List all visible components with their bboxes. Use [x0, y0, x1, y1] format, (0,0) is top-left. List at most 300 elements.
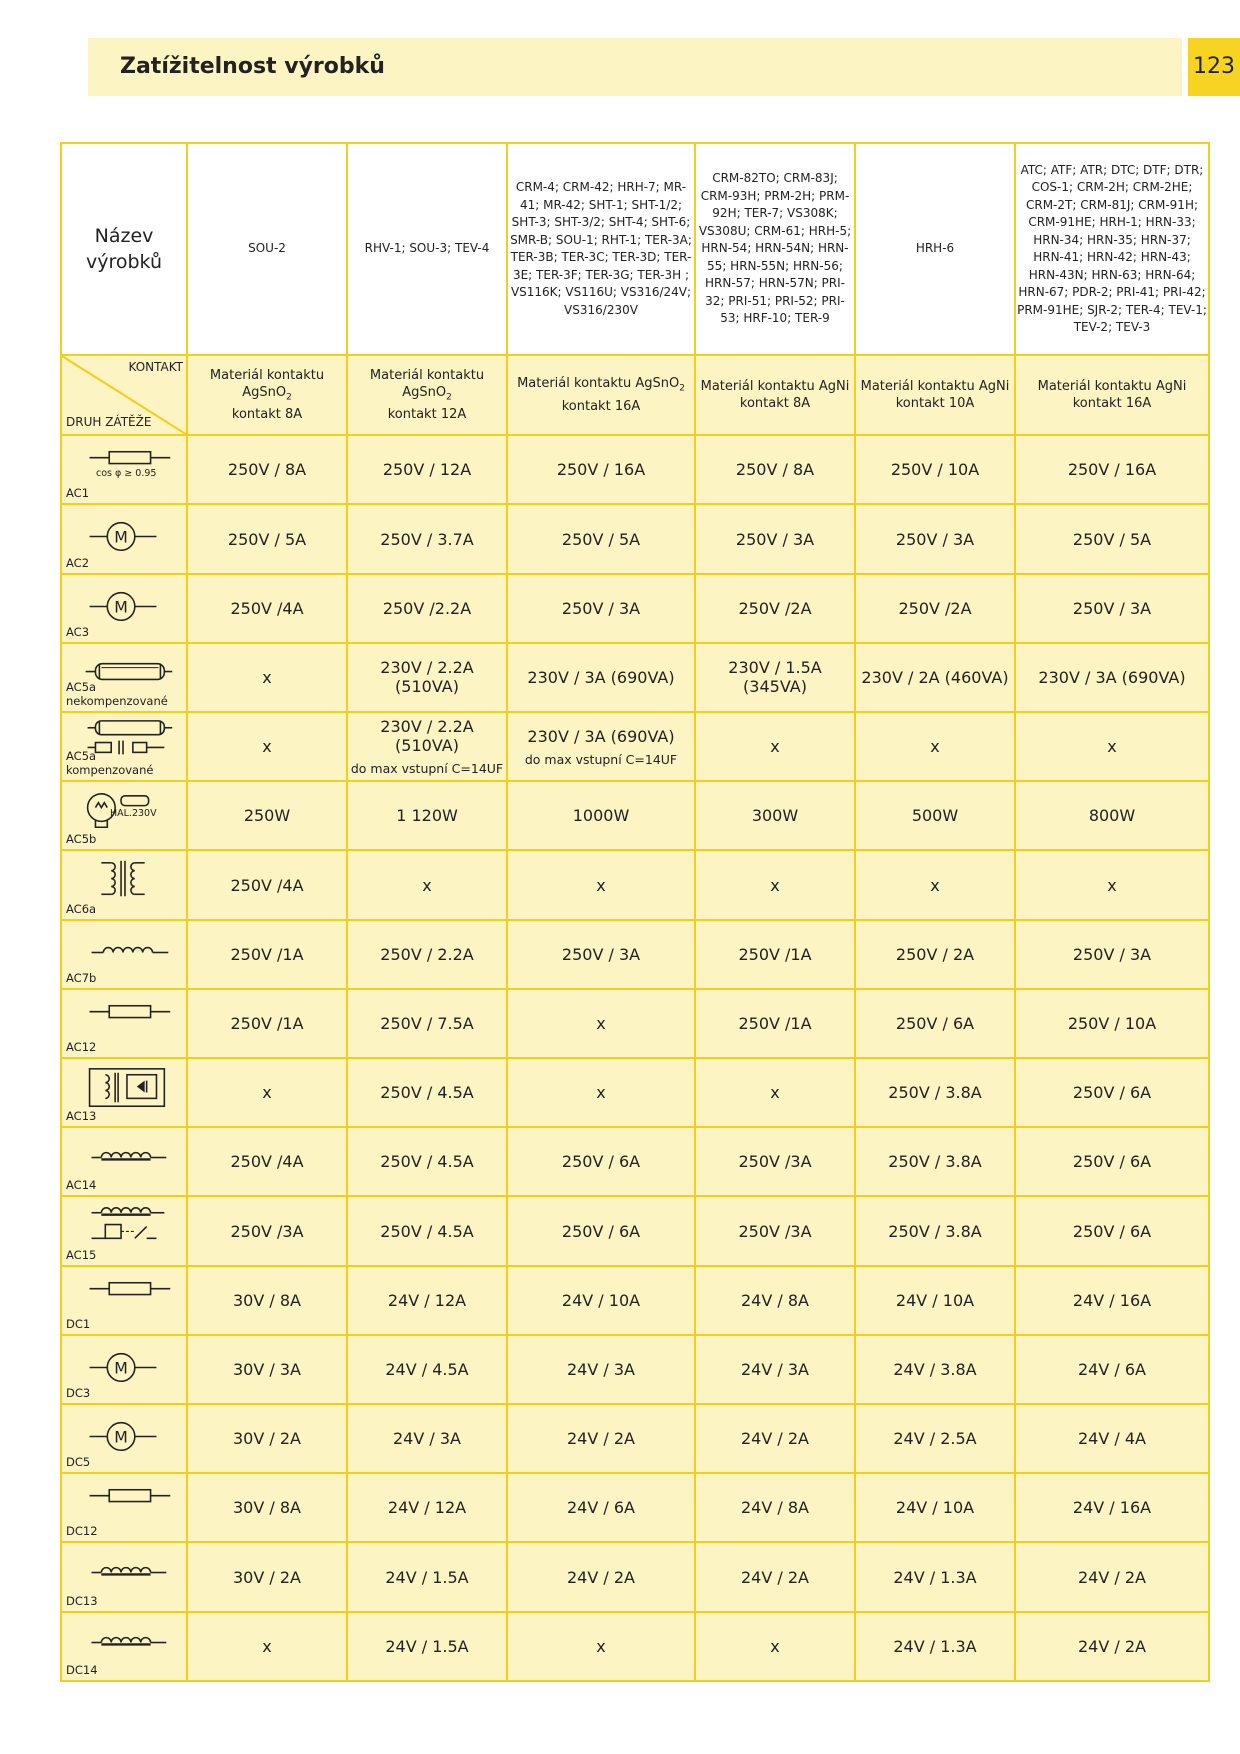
rating-cell [347, 1612, 507, 1681]
product-header: RHV-1; SOU-3; TEV-4 [347, 143, 507, 355]
material-row [61, 355, 1209, 435]
rating-cell [1015, 1196, 1209, 1265]
rating-value: 250V / 4.5A [380, 1083, 474, 1103]
rating-value: 24V / 6A [567, 1498, 635, 1518]
rating-cell [507, 1473, 695, 1542]
rating-cell [1015, 1335, 1209, 1404]
rating-cell [1015, 1612, 1209, 1681]
rating-cell [507, 1196, 695, 1265]
rating-cell [187, 1196, 347, 1265]
rating-cell [347, 781, 507, 850]
load-type-cell [61, 1127, 187, 1196]
material-cell: Materiál kontaktu AgNi kontakt 10A [855, 355, 1015, 435]
rating-cell [855, 989, 1015, 1058]
load-type-label: DC13 [66, 1593, 98, 1608]
rating-value: 24V / 1.5A [385, 1567, 469, 1587]
rating-cell [347, 435, 507, 504]
rating-cell [855, 1196, 1015, 1265]
rating-value: 24V / 2A [741, 1567, 809, 1587]
rating-value: 24V / 12A [387, 1498, 467, 1518]
load-type-cell [61, 1542, 187, 1611]
rating-value: 250V / 8A [735, 460, 815, 480]
product-header: SOU-2 [187, 143, 347, 355]
load-row [61, 989, 1209, 1058]
rating-value: x [930, 737, 940, 757]
rating-cell [347, 504, 507, 573]
rating-cell [695, 850, 855, 919]
rating-value: 250V / 3.8A [888, 1152, 982, 1172]
kontakt-druh-corner [61, 355, 187, 435]
rating-value: 250V / 12A [382, 460, 472, 480]
rating-cell [1015, 989, 1209, 1058]
rating-cell [855, 1335, 1015, 1404]
rating-cell [1015, 1542, 1209, 1611]
rating-cell [855, 504, 1015, 573]
material-cell: Materiál kontaktu AgNi kontakt 8A [695, 355, 855, 435]
rating-cell [347, 574, 507, 643]
rating-value: 250V /1A [738, 944, 812, 964]
rating-value: x [1107, 737, 1117, 757]
load-type-cell [61, 1473, 187, 1542]
rating-cell [347, 1404, 507, 1473]
rating-value: 230V / 3A (690VA) [1038, 667, 1186, 687]
load-capacity-table [60, 142, 1210, 1682]
rating-value: x [770, 737, 780, 757]
rating-value: 250V / 6A [1072, 1152, 1152, 1172]
rating-cell [347, 712, 507, 781]
rating-value: x [930, 875, 940, 895]
rating-value: 250V / 3A [895, 529, 975, 549]
rating-cell [855, 643, 1015, 712]
rating-value: 250V /4A [230, 1152, 304, 1172]
rating-cell [1015, 1127, 1209, 1196]
rating-value: 1 120W [396, 806, 458, 826]
page-number-badge [1188, 38, 1240, 96]
svg-text:M: M [114, 597, 128, 617]
rating-value: 250V / 5A [1072, 529, 1152, 549]
load-type-label: DC3 [66, 1386, 91, 1401]
rating-value: 24V / 3A [741, 1359, 809, 1379]
rating-cell [855, 1266, 1015, 1335]
load-row [61, 1196, 1209, 1265]
rating-cell [187, 435, 347, 504]
rating-cell [695, 1196, 855, 1265]
load-row [61, 1127, 1209, 1196]
load-type-label: AC5a nekompenzované [66, 680, 168, 709]
rating-value: 24V / 1.3A [893, 1636, 977, 1656]
rating-cell [507, 1058, 695, 1127]
rating-value: 250V / 4.5A [380, 1152, 474, 1172]
rating-value: 250V /1A [738, 1013, 812, 1033]
rating-value: 250V / 3.8A [888, 1221, 982, 1241]
rating-value: 24V / 2A [1078, 1567, 1146, 1587]
rating-value: 24V / 3.8A [893, 1359, 977, 1379]
rating-value: 30V / 8A [233, 1290, 301, 1310]
rating-cell [507, 989, 695, 1058]
rating-cell [695, 435, 855, 504]
load-type-label: DC1 [66, 1316, 91, 1331]
rating-cell [507, 643, 695, 712]
product-header: HRH-6 [855, 143, 1015, 355]
material-cell: Materiál kontaktu AgSnO$_2$ kontakt 16A [507, 355, 695, 435]
rating-cell [695, 1542, 855, 1611]
rating-cell [855, 1612, 1015, 1681]
load-row [61, 850, 1209, 919]
rating-cell [1015, 1058, 1209, 1127]
rating-cell [855, 1542, 1015, 1611]
rating-value: 250V / 6A [561, 1152, 641, 1172]
rating-value: 24V / 12A [387, 1290, 467, 1310]
rating-cell [695, 1127, 855, 1196]
rating-cell [347, 850, 507, 919]
rating-cell [187, 574, 347, 643]
rating-cell [855, 920, 1015, 989]
rating-cell [1015, 504, 1209, 573]
load-row [61, 435, 1209, 504]
rating-cell [1015, 1473, 1209, 1542]
rating-cell [855, 850, 1015, 919]
rating-value: x [596, 1083, 606, 1103]
rating-value: 24V / 8A [741, 1498, 809, 1518]
load-row [61, 574, 1209, 643]
rating-cell [507, 781, 695, 850]
rating-cell [347, 1335, 507, 1404]
rating-value: 24V / 1.5A [385, 1636, 469, 1656]
load-type-cell [61, 504, 187, 573]
rating-value: 230V / 3A (690VA) [527, 726, 675, 746]
rating-value: x [262, 1636, 272, 1656]
rating-cell [507, 1542, 695, 1611]
rating-value: x [262, 1083, 272, 1103]
rating-value: x [596, 1013, 606, 1033]
rating-cell [1015, 435, 1209, 504]
rating-value: 24V / 4A [1078, 1429, 1146, 1449]
material-cell: Materiál kontaktu AgNi kontakt 16A [1015, 355, 1209, 435]
rating-value: 24V / 2A [741, 1429, 809, 1449]
load-row [61, 920, 1209, 989]
hal-note: HAL.230V [110, 808, 157, 820]
load-row [61, 781, 1209, 850]
corner-title: Název výrobků [61, 143, 187, 355]
rating-cell [1015, 643, 1209, 712]
rating-cell [507, 1127, 695, 1196]
load-type-cell [61, 781, 187, 850]
rating-cell [187, 1127, 347, 1196]
load-type-label: AC1 [66, 486, 90, 501]
rating-value: 250V / 10A [890, 460, 980, 480]
rating-value: 24V / 16A [1072, 1498, 1152, 1518]
rating-value: 250V / 16A [556, 460, 646, 480]
rating-value: x [770, 1083, 780, 1103]
rating-value: 250V / 3.7A [380, 529, 474, 549]
rating-value: 800W [1088, 806, 1136, 826]
rating-value: 250V / 3A [1072, 598, 1152, 618]
svg-text:M: M [114, 527, 128, 547]
rating-cell [695, 643, 855, 712]
rating-value: x [770, 875, 780, 895]
rating-value: 30V / 8A [233, 1498, 301, 1518]
rating-value: 250V / 3.8A [888, 1083, 982, 1103]
rating-note: do max vstupní C=14UF [350, 761, 504, 777]
material-cell: Materiál kontaktu AgSnO$_2$ kontakt 12A [347, 355, 507, 435]
rating-cell [187, 781, 347, 850]
rating-cell [507, 504, 695, 573]
rating-value: 250V / 6A [895, 1013, 975, 1033]
load-type-cell [61, 643, 187, 712]
rating-value: x [596, 875, 606, 895]
rating-value: 250V / 2A [895, 944, 975, 964]
rating-cell [187, 1404, 347, 1473]
rating-value: 30V / 2A [233, 1429, 301, 1449]
load-row [61, 712, 1209, 781]
rating-cell [695, 989, 855, 1058]
load-row [61, 1335, 1209, 1404]
load-type-label: AC12 [66, 1040, 97, 1055]
rating-value: 250V / 6A [1072, 1221, 1152, 1241]
material-cell: Materiál kontaktu AgSnO$_2$ kontakt 8A [187, 355, 347, 435]
rating-value: x [422, 875, 432, 895]
rating-cell [695, 1473, 855, 1542]
load-row [61, 504, 1209, 573]
rating-value: 230V / 2A (460VA) [861, 667, 1009, 687]
rating-value: 250V /4A [230, 875, 304, 895]
rating-cell [1015, 1404, 1209, 1473]
rating-value: x [596, 1636, 606, 1656]
load-type-label: AC6a [66, 901, 97, 916]
product-header: ATC; ATF; ATR; DTC; DTF; DTR; COS-1; CRM-2H; CRM-2HE; CRM-2T; CRM-81J; CRM-91H; CRM-91HE; HRH-1; HRN-33; HRN-34; HRN-35; HRN-37; HRN-41; HRN-42; HRN-43; HRN-43N; HRN-63; HRN-64; HRN-67; PDR-2; PRI-41; PRI-42; PRM-91HE; SJR-2; TER-4; TEV-1; TEV-2; TEV-3 [1015, 143, 1209, 355]
rating-value: 24V / 1.3A [893, 1567, 977, 1587]
rating-cell [507, 1266, 695, 1335]
rating-value: 24V / 6A [1078, 1359, 1146, 1379]
rating-value: 30V / 3A [233, 1359, 301, 1379]
load-type-label: AC2 [66, 555, 90, 570]
rating-value: 250V /3A [738, 1152, 812, 1172]
rating-value: x [262, 667, 272, 687]
load-type-label: DC14 [66, 1663, 98, 1677]
rating-cell [507, 574, 695, 643]
rating-cell [695, 1335, 855, 1404]
svg-text:M: M [114, 1358, 128, 1378]
load-type-label: AC7b [66, 970, 97, 985]
load-type-cell [61, 1612, 187, 1681]
product-header: CRM-82TO; CRM-83J; CRM-93H; PRM-2H; PRM-92H; TER-7; VS308K; VS308U; CRM-61; HRH-5; HRN-54; HRN-54N; HRN-55; HRN-55N; HRN-56; HRN-57; HRN-57N; PRI-32; PRI-51; PRI-52; PRI-53; HRF-10; TER-9 [695, 143, 855, 355]
rating-value: 1000W [572, 806, 630, 826]
rating-value: 250V /2A [898, 598, 972, 618]
load-type-label: AC5a kompenzované [66, 749, 154, 778]
rating-value: 250V /4A [230, 598, 304, 618]
rating-cell [187, 1266, 347, 1335]
rating-value: 24V / 16A [1072, 1290, 1152, 1310]
rating-cell [855, 1127, 1015, 1196]
rating-cell [187, 712, 347, 781]
rating-cell [1015, 850, 1209, 919]
rating-value: 30V / 2A [233, 1567, 301, 1587]
product-header-row [61, 143, 1209, 355]
rating-value: 24V / 10A [561, 1290, 641, 1310]
rating-cell [187, 989, 347, 1058]
load-type-label: DC5 [66, 1455, 91, 1470]
rating-cell [1015, 712, 1209, 781]
rating-value: 24V / 4.5A [385, 1359, 469, 1379]
rating-value: 250V / 2.2A [380, 944, 474, 964]
rating-cell [855, 712, 1015, 781]
svg-text:M: M [114, 1427, 128, 1447]
load-type-label: DC12 [66, 1524, 98, 1539]
rating-value: 24V / 8A [741, 1290, 809, 1310]
load-row [61, 1612, 1209, 1681]
rating-value: 250V /2.2A [382, 598, 472, 618]
rating-cell [347, 1473, 507, 1542]
cos-phi-note: cos φ ≥ 0.95 [96, 468, 157, 480]
rating-value: 250V /1A [230, 944, 304, 964]
load-type-cell [61, 989, 187, 1058]
load-type-cell [61, 1266, 187, 1335]
rating-cell [695, 920, 855, 989]
load-row [61, 1404, 1209, 1473]
page-title: Zatížitelnost výrobků [120, 54, 385, 79]
rating-value: 250V / 4.5A [380, 1221, 474, 1241]
product-header: CRM-4; CRM-42; HRH-7; MR-41; MR-42; SHT-1; SHT-1/2; SHT-3; SHT-3/2; SHT-4; SHT-6; SMR-B; SOU-1; RHT-1; TER-3A; TER-3B; TER-3C; TER-3D; TER-3E; TER-3F; TER-3G; TER-3H ; VS116K; VS116U; VS316/24V; VS316/230V [507, 143, 695, 355]
rating-cell [347, 643, 507, 712]
rating-value: 250W [243, 806, 291, 826]
rating-cell [695, 574, 855, 643]
rating-cell [695, 504, 855, 573]
rating-value: 250V / 3A [1072, 944, 1152, 964]
load-type-label: AC15 [66, 1247, 97, 1262]
load-type-cell [61, 1335, 187, 1404]
load-type-label: AC13 [66, 1109, 97, 1124]
load-type-cell [61, 1404, 187, 1473]
rating-value: 250V / 3A [561, 598, 641, 618]
rating-cell [695, 781, 855, 850]
load-type-cell [61, 435, 187, 504]
rating-cell [347, 1127, 507, 1196]
load-row [61, 643, 1209, 712]
rating-cell [347, 920, 507, 989]
rating-value: 250V / 6A [561, 1221, 641, 1241]
rating-cell [507, 850, 695, 919]
rating-cell [187, 1542, 347, 1611]
rating-value: x [1107, 875, 1117, 895]
rating-value: 24V / 10A [895, 1290, 975, 1310]
load-type-cell [61, 1196, 187, 1265]
rating-value: x [262, 737, 272, 757]
load-type-cell [61, 920, 187, 989]
rating-cell [695, 1404, 855, 1473]
rating-value: 230V / 3A (690VA) [527, 667, 675, 687]
rating-value: 24V / 2A [567, 1567, 635, 1587]
load-row [61, 1266, 1209, 1335]
rating-value: 230V / 2.2A (510VA) [380, 717, 474, 756]
rating-cell [347, 1196, 507, 1265]
rating-value: 250V /2A [738, 598, 812, 618]
rating-cell [855, 435, 1015, 504]
load-type-cell [61, 574, 187, 643]
rating-cell [507, 712, 695, 781]
rating-value: 250V /3A [230, 1221, 304, 1241]
rating-value: 24V / 10A [895, 1498, 975, 1518]
rating-cell [187, 1058, 347, 1127]
rating-cell [855, 781, 1015, 850]
rating-cell [695, 712, 855, 781]
load-type-cell [61, 712, 187, 781]
rating-cell [1015, 1266, 1209, 1335]
rating-cell [187, 1612, 347, 1681]
rating-cell [1015, 574, 1209, 643]
rating-cell [695, 1612, 855, 1681]
rating-value: 250V /3A [738, 1221, 812, 1241]
rating-value: 250V / 10A [1067, 1013, 1157, 1033]
rating-cell [507, 1404, 695, 1473]
page-header [88, 38, 1182, 96]
load-type-label: AC5b [66, 832, 97, 847]
rating-value: 250V / 5A [561, 529, 641, 549]
rating-cell [855, 1058, 1015, 1127]
page-number: 123 [1193, 54, 1235, 79]
rating-value: 250V / 3A [735, 529, 815, 549]
load-row [61, 1473, 1209, 1542]
rating-value: 24V / 3A [393, 1429, 461, 1449]
rating-value: 24V / 2A [567, 1429, 635, 1449]
rating-value: 250V /1A [230, 1013, 304, 1033]
rating-cell [347, 989, 507, 1058]
load-type-cell [61, 850, 187, 919]
rating-value: 250V / 16A [1067, 460, 1157, 480]
rating-value: 250V / 3A [561, 944, 641, 964]
rating-cell [1015, 920, 1209, 989]
druh-zateze-label: DRUH ZÁTĚŽE [66, 415, 152, 430]
rating-value: 24V / 2.5A [893, 1429, 977, 1449]
rating-value: 250V / 6A [1072, 1083, 1152, 1103]
rating-cell [695, 1058, 855, 1127]
rating-cell [507, 920, 695, 989]
rating-cell [187, 1335, 347, 1404]
load-row [61, 1542, 1209, 1611]
rating-cell [507, 1335, 695, 1404]
rating-cell [347, 1542, 507, 1611]
load-row [61, 1058, 1209, 1127]
rating-value: 230V / 2.2A (510VA) [380, 658, 474, 697]
rating-value: 300W [751, 806, 799, 826]
rating-cell [507, 1612, 695, 1681]
rating-cell [187, 643, 347, 712]
rating-cell [187, 850, 347, 919]
rating-value: 250V / 8A [227, 460, 307, 480]
rating-cell [187, 920, 347, 989]
rating-note: do max vstupní C=14UF [524, 751, 678, 767]
rating-value: 250V / 7.5A [380, 1013, 474, 1033]
rating-value: x [770, 1636, 780, 1656]
rating-cell [347, 1266, 507, 1335]
rating-cell [507, 435, 695, 504]
load-type-label: AC3 [66, 624, 90, 639]
rating-cell [855, 1404, 1015, 1473]
rating-cell [347, 1058, 507, 1127]
kontakt-label: KONTAKT [128, 360, 183, 375]
rating-value: 250V / 5A [227, 529, 307, 549]
rating-cell [187, 1473, 347, 1542]
rating-value: 24V / 3A [567, 1359, 635, 1379]
rating-cell [187, 504, 347, 573]
load-type-cell [61, 1058, 187, 1127]
rating-cell [1015, 781, 1209, 850]
rating-cell [695, 1266, 855, 1335]
rating-value: 24V / 2A [1078, 1636, 1146, 1656]
rating-value: 500W [911, 806, 959, 826]
load-type-label: AC14 [66, 1178, 97, 1193]
rating-cell [855, 1473, 1015, 1542]
rating-cell [855, 574, 1015, 643]
